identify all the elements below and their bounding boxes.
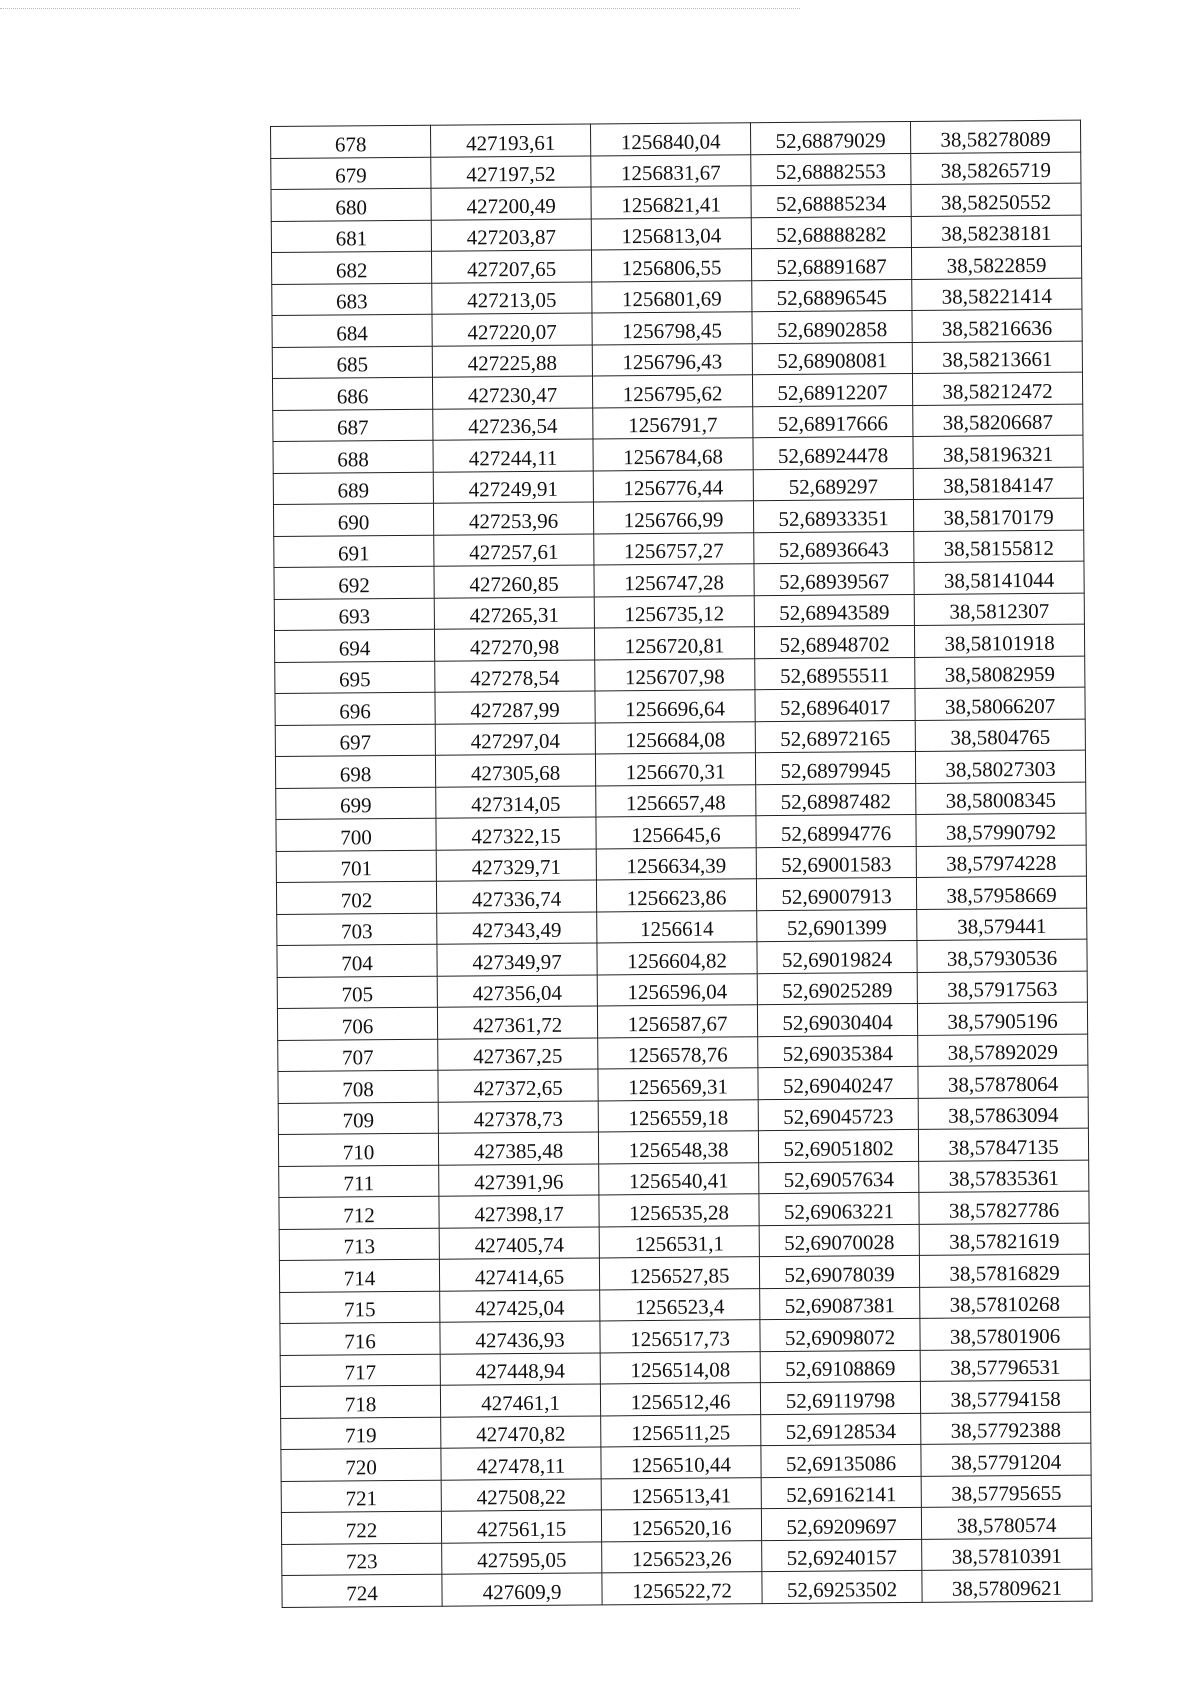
longitude-cell: 38,58221414 <box>912 278 1082 311</box>
point-number-cell: 699 <box>276 787 436 820</box>
longitude-cell: 38,57892029 <box>918 1034 1088 1067</box>
x-coordinate-cell: 427225,88 <box>432 344 592 377</box>
x-coordinate-cell: 427343,49 <box>437 911 597 944</box>
longitude-cell: 38,57958669 <box>916 876 1086 909</box>
y-coordinate-cell: 1256596,04 <box>597 973 757 1006</box>
point-number-cell: 691 <box>274 535 434 568</box>
x-coordinate-cell: 427385,48 <box>438 1132 598 1165</box>
latitude-cell: 52,68936643 <box>754 531 914 564</box>
x-coordinate-cell: 427197,52 <box>431 155 591 188</box>
y-coordinate-cell: 1256548,38 <box>598 1131 758 1164</box>
latitude-cell: 52,69253502 <box>762 1570 922 1603</box>
y-coordinate-cell: 1256527,85 <box>599 1257 759 1290</box>
latitude-cell: 52,69162141 <box>761 1476 921 1509</box>
longitude-cell: 38,58101918 <box>914 624 1084 657</box>
x-coordinate-cell: 427398,17 <box>439 1195 599 1228</box>
point-number-cell: 679 <box>271 157 431 190</box>
x-coordinate-cell: 427336,74 <box>436 880 596 913</box>
longitude-cell: 38,57878064 <box>918 1065 1088 1098</box>
latitude-cell: 52,69128534 <box>761 1413 921 1446</box>
latitude-cell: 52,68933351 <box>753 499 913 532</box>
longitude-cell: 38,57821619 <box>919 1223 1089 1256</box>
point-number-cell: 711 <box>279 1165 439 1198</box>
longitude-cell: 38,579441 <box>917 908 1087 941</box>
latitude-cell: 52,68912207 <box>752 373 912 406</box>
longitude-cell: 38,58008345 <box>916 782 1086 815</box>
x-coordinate-cell: 427448,94 <box>440 1352 600 1385</box>
longitude-cell: 38,57796531 <box>920 1349 1090 1382</box>
scan-edge-line <box>0 8 800 9</box>
point-number-cell: 683 <box>272 283 432 316</box>
latitude-cell: 52,69007913 <box>756 877 916 910</box>
latitude-cell: 52,68939567 <box>754 562 914 595</box>
x-coordinate-cell: 427478,11 <box>441 1447 601 1480</box>
point-number-cell: 689 <box>273 472 433 505</box>
point-number-cell: 707 <box>278 1039 438 1072</box>
x-coordinate-cell: 427297,04 <box>435 722 595 755</box>
latitude-cell: 52,68987482 <box>756 783 916 816</box>
y-coordinate-cell: 1256614 <box>597 910 757 943</box>
longitude-cell: 38,58238181 <box>911 215 1081 248</box>
y-coordinate-cell: 1256604,82 <box>597 942 757 975</box>
y-coordinate-cell: 1256831,67 <box>591 154 751 187</box>
y-coordinate-cell: 1256510,44 <box>601 1446 761 1479</box>
x-coordinate-cell: 427436,93 <box>440 1321 600 1354</box>
point-number-cell: 710 <box>278 1133 438 1166</box>
longitude-cell: 38,58250552 <box>911 183 1081 216</box>
x-coordinate-cell: 427260,85 <box>434 565 594 598</box>
latitude-cell: 52,69057634 <box>759 1161 919 1194</box>
latitude-cell: 52,69098072 <box>760 1318 920 1351</box>
y-coordinate-cell: 1256801,69 <box>592 280 752 313</box>
point-number-cell: 686 <box>272 377 432 410</box>
x-coordinate-cell: 427230,47 <box>432 376 592 409</box>
point-number-cell: 678 <box>271 125 431 158</box>
x-coordinate-cell: 427236,54 <box>433 407 593 440</box>
point-number-cell: 700 <box>276 818 436 851</box>
point-number-cell: 695 <box>275 661 435 694</box>
longitude-cell: 38,58265719 <box>911 152 1081 185</box>
point-number-cell: 701 <box>276 850 436 883</box>
point-number-cell: 697 <box>275 724 435 757</box>
longitude-cell: 38,58278089 <box>910 120 1080 153</box>
x-coordinate-cell: 427207,65 <box>431 250 591 283</box>
y-coordinate-cell: 1256840,04 <box>590 123 750 156</box>
point-number-cell: 719 <box>281 1417 441 1450</box>
point-number-cell: 705 <box>277 976 437 1009</box>
latitude-cell: 52,68882553 <box>751 153 911 186</box>
y-coordinate-cell: 1256796,43 <box>592 343 752 376</box>
longitude-cell: 38,5804765 <box>915 719 1085 752</box>
latitude-cell: 52,68972165 <box>755 720 915 753</box>
point-number-cell: 715 <box>280 1291 440 1324</box>
y-coordinate-cell: 1256522,72 <box>602 1572 762 1605</box>
longitude-cell: 38,57809621 <box>922 1569 1092 1602</box>
latitude-cell: 52,69108869 <box>760 1350 920 1383</box>
latitude-cell: 52,68891687 <box>751 247 911 280</box>
x-coordinate-cell: 427609,9 <box>442 1573 602 1606</box>
y-coordinate-cell: 1256747,28 <box>594 564 754 597</box>
longitude-cell: 38,58212472 <box>912 372 1082 405</box>
x-coordinate-cell: 427244,11 <box>433 439 593 472</box>
point-number-cell: 714 <box>279 1259 439 1292</box>
y-coordinate-cell: 1256531,1 <box>599 1225 759 1258</box>
y-coordinate-cell: 1256798,45 <box>592 312 752 345</box>
y-coordinate-cell: 1256821,41 <box>591 186 751 219</box>
y-coordinate-cell: 1256520,16 <box>601 1509 761 1542</box>
latitude-cell: 52,68888282 <box>751 216 911 249</box>
latitude-cell: 52,69035384 <box>758 1035 918 1068</box>
point-number-cell: 722 <box>281 1511 441 1544</box>
x-coordinate-cell: 427213,05 <box>432 281 592 314</box>
y-coordinate-cell: 1256813,04 <box>591 217 751 250</box>
longitude-cell: 38,57801906 <box>920 1317 1090 1350</box>
latitude-cell: 52,68943589 <box>754 594 914 627</box>
x-coordinate-cell: 427356,04 <box>437 974 597 1007</box>
x-coordinate-cell: 427391,96 <box>439 1163 599 1196</box>
longitude-cell: 38,58155812 <box>914 530 1084 563</box>
longitude-cell: 38,57835361 <box>919 1160 1089 1193</box>
point-number-cell: 692 <box>274 566 434 599</box>
y-coordinate-cell: 1256776,44 <box>593 469 753 502</box>
coordinates-table <box>270 120 1093 1608</box>
latitude-cell: 52,6901399 <box>757 909 917 942</box>
point-number-cell: 685 <box>272 346 432 379</box>
x-coordinate-cell: 427322,15 <box>436 817 596 850</box>
y-coordinate-cell: 1256806,55 <box>591 249 751 282</box>
x-coordinate-cell: 427253,96 <box>433 502 593 535</box>
longitude-cell: 38,57917563 <box>917 971 1087 1004</box>
latitude-cell: 52,68964017 <box>755 688 915 721</box>
longitude-cell: 38,58196321 <box>913 435 1083 468</box>
longitude-cell: 38,57847135 <box>918 1128 1088 1161</box>
point-number-cell: 718 <box>280 1385 440 1418</box>
latitude-cell: 52,69070028 <box>759 1224 919 1257</box>
y-coordinate-cell: 1256757,27 <box>594 532 754 565</box>
table-row <box>282 1569 1092 1607</box>
longitude-cell: 38,58206687 <box>913 404 1083 437</box>
latitude-cell: 52,69135086 <box>761 1444 921 1477</box>
longitude-cell: 38,57795655 <box>921 1475 1091 1508</box>
y-coordinate-cell: 1256766,99 <box>593 501 753 534</box>
y-coordinate-cell: 1256791,7 <box>593 406 753 439</box>
longitude-cell: 38,58141044 <box>914 561 1084 594</box>
x-coordinate-cell: 427367,25 <box>438 1037 598 1070</box>
y-coordinate-cell: 1256670,31 <box>595 753 755 786</box>
x-coordinate-cell: 427425,04 <box>440 1289 600 1322</box>
y-coordinate-cell: 1256514,08 <box>600 1351 760 1384</box>
longitude-cell: 38,58082959 <box>915 656 1085 689</box>
latitude-cell: 52,68924478 <box>753 436 913 469</box>
longitude-cell: 38,57792388 <box>921 1412 1091 1445</box>
y-coordinate-cell: 1256707,98 <box>595 658 755 691</box>
point-number-cell: 688 <box>273 440 433 473</box>
x-coordinate-cell: 427257,61 <box>434 533 594 566</box>
latitude-cell: 52,69051802 <box>758 1129 918 1162</box>
point-number-cell: 712 <box>279 1196 439 1229</box>
latitude-cell: 52,68885234 <box>751 184 911 217</box>
y-coordinate-cell: 1256684,08 <box>595 721 755 754</box>
longitude-cell: 38,57905196 <box>917 1002 1087 1035</box>
x-coordinate-cell: 427361,72 <box>437 1006 597 1039</box>
longitude-cell: 38,5812307 <box>914 593 1084 626</box>
latitude-cell: 52,69019824 <box>757 940 917 973</box>
x-coordinate-cell: 427193,61 <box>430 124 590 157</box>
x-coordinate-cell: 427414,65 <box>439 1258 599 1291</box>
point-number-cell: 702 <box>276 881 436 914</box>
y-coordinate-cell: 1256657,48 <box>596 784 756 817</box>
point-number-cell: 687 <box>273 409 433 442</box>
y-coordinate-cell: 1256540,41 <box>599 1162 759 1195</box>
x-coordinate-cell: 427508,22 <box>441 1478 601 1511</box>
longitude-cell: 38,58170179 <box>913 498 1083 531</box>
y-coordinate-cell: 1256795,62 <box>592 375 752 408</box>
x-coordinate-cell: 427265,31 <box>434 596 594 629</box>
latitude-cell: 52,69087381 <box>760 1287 920 1320</box>
longitude-cell: 38,57990792 <box>916 813 1086 846</box>
latitude-cell: 52,69063221 <box>759 1192 919 1225</box>
y-coordinate-cell: 1256645,6 <box>596 816 756 849</box>
x-coordinate-cell: 427314,05 <box>436 785 596 818</box>
longitude-cell: 38,58216636 <box>912 309 1082 342</box>
longitude-cell: 38,57930536 <box>917 939 1087 972</box>
y-coordinate-cell: 1256735,12 <box>594 595 754 628</box>
x-coordinate-cell: 427200,49 <box>431 187 591 220</box>
latitude-cell: 52,69209697 <box>761 1507 921 1540</box>
latitude-cell: 52,69001583 <box>756 846 916 879</box>
point-number-cell: 723 <box>282 1543 442 1576</box>
latitude-cell: 52,69025289 <box>757 972 917 1005</box>
point-number-cell: 681 <box>271 220 431 253</box>
longitude-cell: 38,57791204 <box>921 1443 1091 1476</box>
y-coordinate-cell: 1256634,39 <box>596 847 756 880</box>
x-coordinate-cell: 427349,97 <box>437 943 597 976</box>
point-number-cell: 693 <box>274 598 434 631</box>
latitude-cell: 52,68896545 <box>752 279 912 312</box>
longitude-cell: 38,57974228 <box>916 845 1086 878</box>
x-coordinate-cell: 427278,54 <box>435 659 595 692</box>
point-number-cell: 708 <box>278 1070 438 1103</box>
point-number-cell: 682 <box>271 251 431 284</box>
y-coordinate-cell: 1256523,26 <box>602 1540 762 1573</box>
point-number-cell: 704 <box>277 944 437 977</box>
point-number-cell: 698 <box>275 755 435 788</box>
point-number-cell: 720 <box>281 1448 441 1481</box>
latitude-cell: 52,69040247 <box>758 1066 918 1099</box>
latitude-cell: 52,68948702 <box>754 625 914 658</box>
y-coordinate-cell: 1256512,46 <box>600 1383 760 1416</box>
point-number-cell: 721 <box>281 1480 441 1513</box>
x-coordinate-cell: 427372,65 <box>438 1069 598 1102</box>
latitude-cell: 52,69119798 <box>760 1381 920 1414</box>
latitude-cell: 52,68994776 <box>756 814 916 847</box>
longitude-cell: 38,58027303 <box>915 750 1085 783</box>
point-number-cell: 690 <box>273 503 433 536</box>
x-coordinate-cell: 427305,68 <box>435 754 595 787</box>
point-number-cell: 709 <box>278 1102 438 1135</box>
y-coordinate-cell: 1256511,25 <box>601 1414 761 1447</box>
x-coordinate-cell: 427270,98 <box>434 628 594 661</box>
x-coordinate-cell: 427470,82 <box>441 1415 601 1448</box>
longitude-cell: 38,5780574 <box>921 1506 1091 1539</box>
longitude-cell: 38,57810391 <box>922 1538 1092 1571</box>
x-coordinate-cell: 427405,74 <box>439 1226 599 1259</box>
x-coordinate-cell: 427203,87 <box>431 218 591 251</box>
latitude-cell: 52,68917666 <box>753 405 913 438</box>
x-coordinate-cell: 427378,73 <box>438 1100 598 1133</box>
longitude-cell: 38,58213661 <box>912 341 1082 374</box>
x-coordinate-cell: 427461,1 <box>440 1384 600 1417</box>
point-number-cell: 684 <box>272 314 432 347</box>
x-coordinate-cell: 427329,71 <box>436 848 596 881</box>
x-coordinate-cell: 427249,91 <box>433 470 593 503</box>
y-coordinate-cell: 1256784,68 <box>593 438 753 471</box>
longitude-cell: 38,57816829 <box>919 1254 1089 1287</box>
point-number-cell: 713 <box>279 1228 439 1261</box>
point-number-cell: 696 <box>275 692 435 725</box>
y-coordinate-cell: 1256535,28 <box>599 1194 759 1227</box>
y-coordinate-cell: 1256523,4 <box>600 1288 760 1321</box>
coordinates-table-body <box>271 120 1093 1607</box>
longitude-cell: 38,57794158 <box>920 1380 1090 1413</box>
y-coordinate-cell: 1256559,18 <box>598 1099 758 1132</box>
y-coordinate-cell: 1256578,76 <box>598 1036 758 1069</box>
latitude-cell: 52,68908081 <box>752 342 912 375</box>
point-number-cell: 716 <box>280 1322 440 1355</box>
x-coordinate-cell: 427287,99 <box>435 691 595 724</box>
y-coordinate-cell: 1256517,73 <box>600 1320 760 1353</box>
latitude-cell: 52,689297 <box>753 468 913 501</box>
latitude-cell: 52,69030404 <box>757 1003 917 1036</box>
point-number-cell: 724 <box>282 1574 442 1607</box>
y-coordinate-cell: 1256696,64 <box>595 690 755 723</box>
x-coordinate-cell: 427220,07 <box>432 313 592 346</box>
latitude-cell: 52,68879029 <box>750 121 910 154</box>
longitude-cell: 38,57827786 <box>919 1191 1089 1224</box>
y-coordinate-cell: 1256513,41 <box>601 1477 761 1510</box>
longitude-cell: 38,57810268 <box>920 1286 1090 1319</box>
longitude-cell: 38,5822859 <box>911 246 1081 279</box>
y-coordinate-cell: 1256623,86 <box>596 879 756 912</box>
latitude-cell: 52,69045723 <box>758 1098 918 1131</box>
point-number-cell: 717 <box>280 1354 440 1387</box>
x-coordinate-cell: 427561,15 <box>441 1510 601 1543</box>
latitude-cell: 52,68902858 <box>752 310 912 343</box>
longitude-cell: 38,58184147 <box>913 467 1083 500</box>
longitude-cell: 38,58066207 <box>915 687 1085 720</box>
x-coordinate-cell: 427595,05 <box>442 1541 602 1574</box>
longitude-cell: 38,57863094 <box>918 1097 1088 1130</box>
point-number-cell: 706 <box>277 1007 437 1040</box>
latitude-cell: 52,69078039 <box>759 1255 919 1288</box>
y-coordinate-cell: 1256587,67 <box>597 1005 757 1038</box>
point-number-cell: 694 <box>274 629 434 662</box>
latitude-cell: 52,68955511 <box>755 657 915 690</box>
y-coordinate-cell: 1256720,81 <box>594 627 754 660</box>
latitude-cell: 52,68979945 <box>755 751 915 784</box>
point-number-cell: 703 <box>277 913 437 946</box>
y-coordinate-cell: 1256569,31 <box>598 1068 758 1101</box>
latitude-cell: 52,69240157 <box>762 1539 922 1572</box>
point-number-cell: 680 <box>271 188 431 221</box>
